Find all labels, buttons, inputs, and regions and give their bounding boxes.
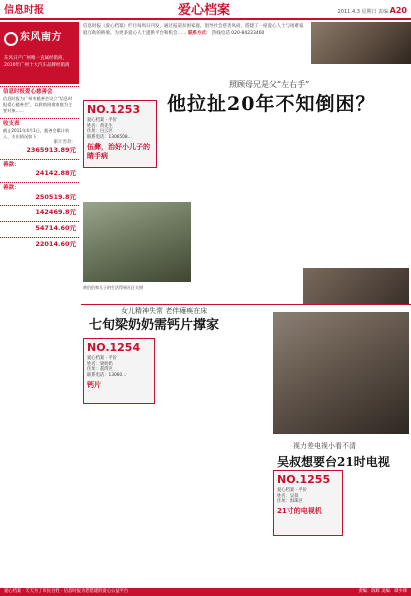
income-box — [0, 118, 79, 157]
page-number: A20 — [389, 6, 407, 15]
fund-box-2-value: 250519.8元 — [35, 192, 76, 201]
story1-photo — [83, 202, 191, 290]
fund-box-4-value: 54714.60元 — [35, 224, 76, 233]
story3-case-number: NO.1255 — [277, 473, 331, 486]
story2-headline: 七旬梁奶奶需钙片撑家 — [89, 318, 220, 333]
total-value: 2365913.89元 — [26, 146, 76, 155]
story1-body-column-1 — [195, 134, 299, 294]
fund-box-1-label: 善款： — [3, 162, 20, 169]
footer-right: 责编：陈辉 美编：谭少锋 — [358, 589, 407, 594]
story2-photo — [273, 312, 409, 434]
left-sidebar — [0, 22, 79, 596]
story3-headline: 吴叔想要台21时电视 — [277, 455, 390, 469]
story1-body-column-2 — [303, 134, 409, 266]
charity-intro-title: 信息时报爱心慈善会 — [3, 89, 53, 95]
fund-box-5 — [0, 237, 79, 251]
story1-photo-2 — [303, 268, 409, 304]
column-intro — [81, 22, 309, 64]
story2-case-phone: 联系电话：13060... — [87, 373, 127, 379]
sponsor-logo-block — [0, 22, 79, 84]
story3-case-name: 姓名：吴叔 — [277, 493, 299, 499]
page-title: 爱心档案 — [178, 3, 231, 18]
story3-case-card — [273, 470, 343, 536]
story1-photo-caption: 黄伯伯和儿子的生活得到社区关照 — [83, 284, 143, 290]
story1-case-addr: 住址：白云区 — [87, 129, 113, 135]
story1-case-card — [83, 100, 157, 168]
charity-intro-text: 信息时报为广州市慈善会设立“信息时报爱心慈善会”，以救助困难家庭为主要对象…… — [3, 96, 73, 114]
story3-case-story-title: 21寸的电视机 — [277, 507, 322, 516]
story3-case-addr: 住址：海珠区 — [277, 499, 303, 505]
income-text: 截止2011年4月1日，慈善会累计收入、支出情况如下： — [3, 128, 70, 140]
story3-case-tag: 爱心档案 · 平价 — [277, 487, 307, 493]
story1-case-phone: 联系电话：1306508... — [87, 135, 132, 141]
story2-body-column-1 — [83, 408, 155, 584]
story3-body-column-1 — [273, 540, 343, 586]
fund-box-4 — [0, 221, 79, 235]
masthead — [0, 0, 411, 20]
hotline: 热线电话 020-84223460 — [211, 30, 265, 36]
story2-kicker: 女儿精神失常 老伴瘫痪在床 — [121, 307, 208, 315]
section-divider-1 — [81, 304, 411, 305]
fund-box-1-value: 24142.88元 — [35, 169, 76, 178]
story1-case-story-title: 伍彝，治好小儿子的睛手病 — [87, 143, 150, 161]
sponsor-logo-icon — [4, 32, 18, 46]
story2-case-tag: 爱心档案 · 平价 — [87, 355, 117, 361]
fund-box-2-label: 善款： — [3, 185, 20, 192]
story1-case-name: 姓名：黄先生 — [87, 123, 113, 129]
story3-kicker: 视力差电视小看不清 — [293, 442, 356, 450]
story2-case-card — [83, 338, 155, 404]
sponsor-brand: 东风南方 — [20, 32, 62, 43]
top-photo — [311, 22, 411, 64]
sponsor-subtitle: 东风日产广州唯一直属经销商，2010年广州十大汽车品牌经销商 — [4, 56, 70, 68]
story3-body-column-2 — [347, 470, 409, 586]
fund-box-5-value: 22014.60元 — [35, 239, 76, 248]
total-label: 累计善款： — [53, 140, 76, 146]
story1-case-tag: 爱心档案 · 平价 — [87, 117, 117, 123]
fund-box-1 — [0, 159, 79, 180]
story2-case-number: NO.1254 — [87, 341, 141, 354]
story2-case-addr: 住址：荔湾区 — [87, 367, 113, 373]
edition-info — [338, 6, 407, 17]
charity-intro-box — [0, 86, 79, 116]
intro-text: 信息时报《爱心档案》栏目每周日刊发，通过报道贫困家庭，倡导社会慈善风尚，搭建了一座爱心人士与困难家庭互助的桥梁。为更多爱心人士提供平台和机会…… — [83, 24, 304, 36]
edition-date: 2011.4.3 星期日 责编 — [337, 9, 389, 15]
section-tag: 信息时报 — [4, 5, 44, 16]
footer-bar — [0, 588, 411, 596]
fund-box-3 — [0, 205, 79, 219]
story2-body-column-2 — [159, 338, 269, 584]
footer-left: 爱心档案 · 天天为了市民百姓 · 信息时报为您搭建的爱心公益平台 — [4, 589, 129, 594]
income-title: 收支表 — [3, 121, 20, 128]
main-content — [81, 22, 411, 596]
fund-box-3-value: 142469.8元 — [35, 208, 76, 217]
story1-headline: 他拉扯20年不知倒困？ — [167, 93, 376, 115]
story2-case-story-title: 钙片 — [87, 381, 101, 390]
story1-case-number: NO.1253 — [87, 103, 141, 116]
story1-kicker: 照顾母兄是父“左右手” — [229, 80, 310, 89]
hotline-label: 联系方式： — [187, 30, 211, 36]
story2-case-name: 姓名：梁奶奶 — [87, 361, 113, 367]
fund-box-2 — [0, 182, 79, 203]
